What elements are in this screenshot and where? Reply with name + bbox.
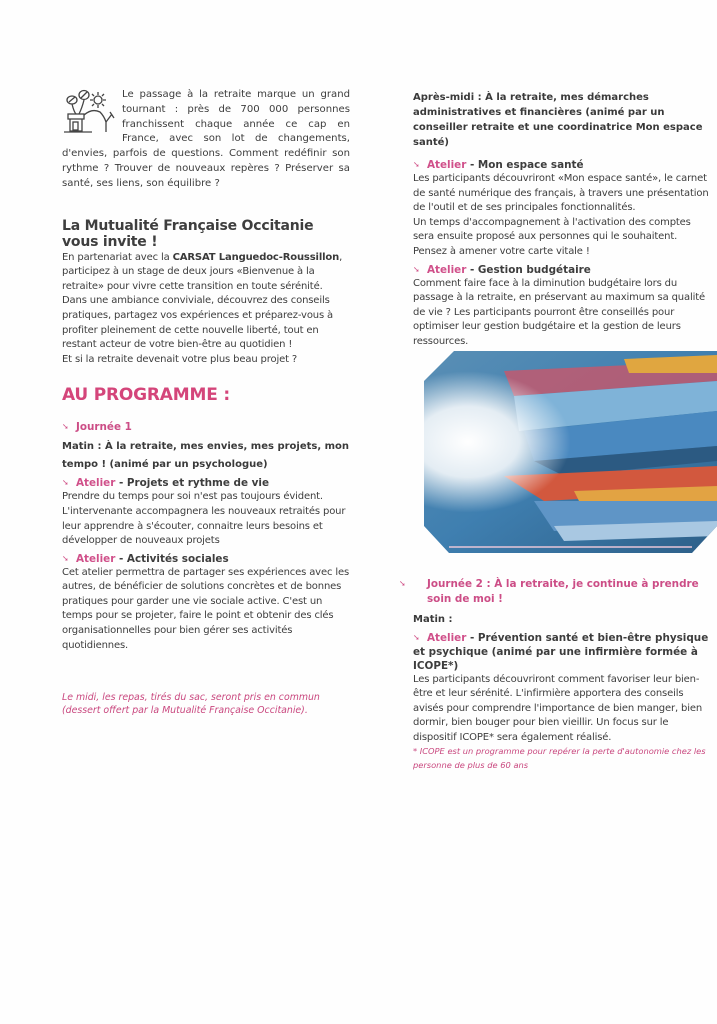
invite-title-2: vous invite ! bbox=[62, 233, 158, 250]
workshop-keyword: Atelier bbox=[427, 631, 467, 644]
workshop-heading bbox=[413, 158, 711, 172]
day2-label-text: Journée 2 : À la retraite, je continue à prendre soin de moi ! bbox=[427, 578, 699, 605]
day1-afternoon: Après-midi : À la retraite, mes démarches administratives et financières (animé par un conseiller retraite et une coordinatrice Mon espace santé) bbox=[413, 92, 703, 148]
day2-label bbox=[399, 576, 711, 607]
day2-morning: Matin : bbox=[413, 614, 453, 625]
arrow-down-right-icon: ➘ bbox=[399, 579, 406, 588]
workshop-text bbox=[413, 172, 711, 260]
arrow-down-right-icon: ➘ bbox=[413, 632, 420, 642]
arrow-down-right-icon: ➘ bbox=[62, 422, 69, 432]
intro-text: Le passage à la retraite marque un grand tournant : près de 700 000 personnes franchissent chaque année ce cap en France, avec son lot de changements, d'envies, parfois de questions. Comment redéfinir son rythme ? Trouver de nouveaux repères ? Préserver sa santé, ses liens, son équilibre ? bbox=[62, 89, 350, 189]
workshop-heading bbox=[62, 552, 350, 566]
workshop-keyword: Atelier bbox=[427, 159, 467, 171]
workshop-title: - Prévention santé et bien-être physique et psychique (animé par une infirmière formée à ICOPE*) bbox=[413, 631, 709, 672]
day2-block bbox=[399, 576, 711, 772]
invite-text-last: Et si la retraite devenait votre plus beau projet ? bbox=[62, 353, 298, 365]
workshop-title: - Activités sociales bbox=[115, 552, 229, 565]
programme-title: AU PROGRAMME : bbox=[62, 385, 230, 406]
invite-paragraph bbox=[62, 251, 350, 368]
workshop-text-line: Un temps d'accompagnement à l'activation des comptes sera ensuite proposé aux personnes qui le souhaitent. Pensez à amener votre carte vitale ! bbox=[413, 216, 691, 257]
intro-block bbox=[62, 88, 350, 192]
day1-label-text: Journée 1 bbox=[76, 421, 132, 434]
lunch-note: Le midi, les repas, tirés du sac, seront pris en commun (dessert offert par la Mutualité Française Occitanie). bbox=[62, 692, 320, 717]
arrow-down-right-icon: ➘ bbox=[413, 160, 420, 169]
arrow-down-right-icon: ➘ bbox=[62, 553, 69, 563]
invite-text-prefix: En partenariat avec la bbox=[62, 251, 173, 263]
workshop-title: - Projets et rythme de vie bbox=[115, 477, 270, 490]
invite-text-rest: , participez à un stage de deux jours «Bienvenue à la retraite» pour vivre cette transition en toute sérénité. Dans une ambiance conviviale, découvrez des conseils pratiques, partagez vos expériences et préparez-vous à profiter pleinement de cette nouvelle liberté, tout en restant acteur de votre bien-être au quotidien ! bbox=[62, 251, 343, 351]
day1-morning: Matin : À la retraite, mes envies, mes projets, mon tempo ! (animé par un psychologue) bbox=[62, 441, 350, 470]
stacked-folders-photo bbox=[424, 351, 717, 553]
arrow-down-right-icon: ➘ bbox=[413, 264, 420, 274]
workshop-keyword: Atelier bbox=[427, 263, 467, 276]
workshop-text-line: Les participants découvriront «Mon espace santé», le carnet de santé numérique des français, à travers une présentation bbox=[413, 173, 709, 199]
workshop-text: Comment faire face à la diminution budgétaire lors du passage à la retraite, en préservant au maximum sa qualité de vie ? Les participants pourront être conseillés pour optimiser leur gestion budgétaire et la gestion de leurs ressources. bbox=[413, 277, 705, 347]
workshop-keyword: Atelier bbox=[76, 552, 116, 565]
workshop-text: Les participants découvriront comment favoriser leur bien-être et leur sérénité. L'infirmière apportera des conseils avisés pour comprendre l'importance de bien manger, bien dormir, bien bouger pour bien vieillir. Un focus sur le dispositif ICOPE* sera également réalisé. bbox=[413, 673, 703, 743]
invite-title-1: La Mutualité Française Occitanie bbox=[62, 217, 314, 234]
workshop-heading bbox=[413, 263, 711, 277]
workshop-text-line: de l'outil et de ses principales fonctionnalités. bbox=[413, 202, 636, 214]
left-column bbox=[62, 88, 350, 717]
icope-footnote: * ICOPE est un programme pour repérer la perte d'autonomie chez les personne de plus de 60 ans bbox=[413, 746, 706, 770]
workshop-text: Cet atelier permettra de partager ses expériences avec les autres, de bénéficier de solutions concrètes et de bonnes pratiques pour garder une vie sociale active. C'est un temps pour se projeter, faire le point et obtenir des clés organisationnelles pour bien gérer ses activités quotidiennes. bbox=[62, 566, 350, 651]
right-column bbox=[413, 90, 711, 350]
arrow-down-right-icon: ➘ bbox=[62, 478, 69, 488]
gardening-retirement-icon bbox=[62, 88, 118, 134]
workshop-text: Prendre du temps pour soi n'est pas toujours évident. L'intervenante accompagnera les nouveaux retraités pour leur apprendre à s'écouter, connaitre leurs besoins et développer de nouveaux projets bbox=[62, 491, 346, 547]
workshop-title: - Gestion budgétaire bbox=[466, 263, 591, 276]
carsat-name: CARSAT Languedoc-Roussillon bbox=[172, 251, 340, 263]
day1-label bbox=[62, 419, 350, 435]
workshop-title: - Mon espace santé bbox=[466, 159, 584, 171]
workshop-keyword: Atelier bbox=[76, 477, 116, 490]
workshop-heading bbox=[62, 476, 350, 490]
workshop-heading bbox=[413, 631, 711, 673]
